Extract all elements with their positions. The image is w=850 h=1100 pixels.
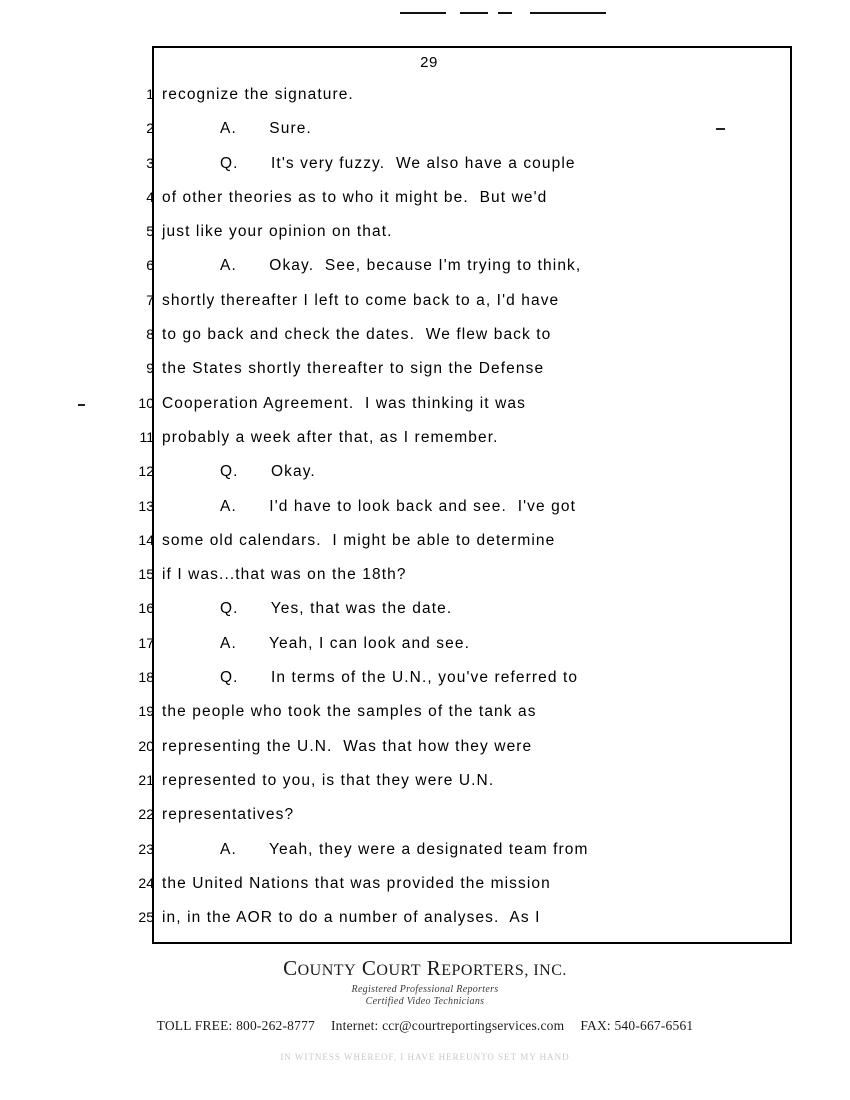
page-number-value: 29: [420, 54, 438, 71]
line-number: 13: [138, 497, 154, 514]
line-number: 24: [138, 874, 154, 891]
firm-name-inc: INC.: [533, 962, 567, 979]
line-text: to go back and check the dates. We flew back to: [162, 326, 552, 344]
line-number: 15: [138, 566, 154, 583]
line-text: the United Nations that was provided the mission: [162, 874, 551, 892]
line-text: A. Sure.: [220, 120, 312, 138]
line-text: Q. Yes, that was the date.: [220, 600, 453, 618]
line-number: 11: [139, 428, 154, 445]
line-number: 25: [138, 909, 154, 926]
toll-free-number: 800-262-8777: [236, 1018, 315, 1033]
transcript-line: [120, 600, 800, 634]
line-text: shortly thereafter I left to come back to a, I'd have: [162, 291, 560, 309]
transcript-line: [120, 86, 800, 120]
line-text: representatives?: [162, 806, 295, 824]
toll-free-label: TOLL FREE:: [156, 1018, 233, 1033]
line-text: probably a week after that, as I remember.: [162, 428, 499, 446]
line-text: A. Okay. See, because I'm trying to think,: [220, 257, 582, 275]
transcript-body: [120, 86, 800, 943]
line-number: 22: [138, 806, 154, 823]
transcript-line: [120, 703, 800, 737]
line-number: 18: [138, 669, 154, 686]
line-text: A. Yeah, they were a designated team from: [220, 840, 589, 858]
line-number: 1: [146, 86, 154, 102]
line-text: recognize the signature.: [162, 86, 354, 103]
line-text: Q. In terms of the U.N., you've referred to: [220, 669, 579, 687]
line-text: A. Yeah, I can look and see.: [220, 634, 471, 652]
line-number: 19: [138, 703, 154, 720]
line-number: 2: [146, 120, 154, 137]
line-number: 5: [146, 223, 154, 240]
line-number: 20: [138, 737, 154, 754]
line-number: 14: [138, 531, 154, 548]
fax-label: FAX:: [580, 1018, 611, 1033]
line-text: the States shortly thereafter to sign the Defense: [162, 360, 545, 378]
firm-name-c1: C: [283, 956, 298, 980]
line-number: 21: [138, 771, 154, 788]
line-text: Cooperation Agreement. I was thinking it was: [162, 394, 526, 412]
scan-top-marks: [0, 8, 850, 22]
firm-name-comma: ,: [524, 962, 534, 979]
faded-footer-text: IN WITNESS WHEREOF, I HAVE HEREUNTO SET MY HAND: [280, 1052, 570, 1062]
line-number: 17: [138, 634, 154, 651]
line-text: Q. Okay.: [220, 463, 316, 481]
line-number: 12: [138, 463, 154, 480]
line-number: 4: [146, 188, 154, 205]
line-text: the people who took the samples of the tank as: [162, 703, 537, 721]
firm-name-c2: C: [361, 956, 377, 980]
line-text: of other theories as to who it might be. But we'd: [162, 188, 548, 206]
line-text: representing the U.N. Was that how they were: [162, 737, 533, 755]
transcript-line: [120, 635, 800, 669]
firm-contact-line: [0, 1018, 850, 1034]
line-number: 9: [146, 360, 154, 377]
transcript-line: [120, 772, 800, 806]
line-number: 7: [146, 291, 154, 308]
transcript-line: [120, 155, 800, 189]
transcript-line: [120, 257, 800, 291]
firm-tagline-video: Certified Video Technicians: [365, 996, 485, 1007]
line-text: A. I'd have to look back and see. I've got: [220, 497, 576, 515]
stray-mark-left: [78, 404, 85, 406]
fax-number: 540-667-6561: [614, 1018, 694, 1033]
page-footer: [0, 956, 850, 1062]
firm-name-ounty: OUNTY: [297, 962, 357, 979]
line-text: some old calendars. I might be able to determine: [162, 531, 556, 549]
line-text: represented to you, is that they were U.N.: [162, 771, 495, 789]
firm-name-eporters: EPORTERS: [441, 962, 525, 979]
transcript-line: [120, 909, 800, 943]
line-number: 16: [138, 600, 154, 617]
line-number: 10: [138, 394, 154, 411]
transcript-line: [120, 841, 800, 875]
transcript-line: [120, 292, 800, 326]
transcript-line: [120, 738, 800, 772]
line-text: just like your opinion on that.: [162, 223, 393, 241]
firm-tagline-reporters: Registered Professional Reporters: [351, 984, 499, 995]
transcript-line: [120, 669, 800, 703]
transcript-line: [120, 326, 800, 360]
transcript-line: [120, 429, 800, 463]
transcript-line: [120, 360, 800, 394]
transcript-line: [120, 189, 800, 223]
line-text: if I was...that was on the 18th?: [162, 566, 407, 584]
transcript-line: [120, 223, 800, 257]
line-number: 23: [138, 840, 154, 857]
line-number: 6: [146, 257, 154, 274]
transcript-line: [120, 566, 800, 600]
reporting-firm-name: [0, 956, 850, 981]
transcript-line: [120, 875, 800, 909]
transcript-line: [120, 395, 800, 429]
internet-label: Internet:: [330, 1018, 379, 1033]
transcript-line: [120, 498, 800, 532]
line-text: in, in the AOR to do a number of analyses. As I: [162, 909, 541, 927]
firm-name-ourt: OURT: [376, 962, 421, 979]
internet-email[interactable]: ccr@courtreportingservices.com: [382, 1018, 565, 1033]
line-text: Q. It's very fuzzy. We also have a couple: [220, 154, 576, 172]
line-number: 8: [146, 326, 154, 343]
transcript-line: [120, 120, 800, 154]
transcript-line: [120, 532, 800, 566]
transcript-line: [120, 806, 800, 840]
line-number: 3: [146, 154, 154, 171]
transcript-line: [120, 463, 800, 497]
firm-name-r: R: [426, 956, 442, 980]
